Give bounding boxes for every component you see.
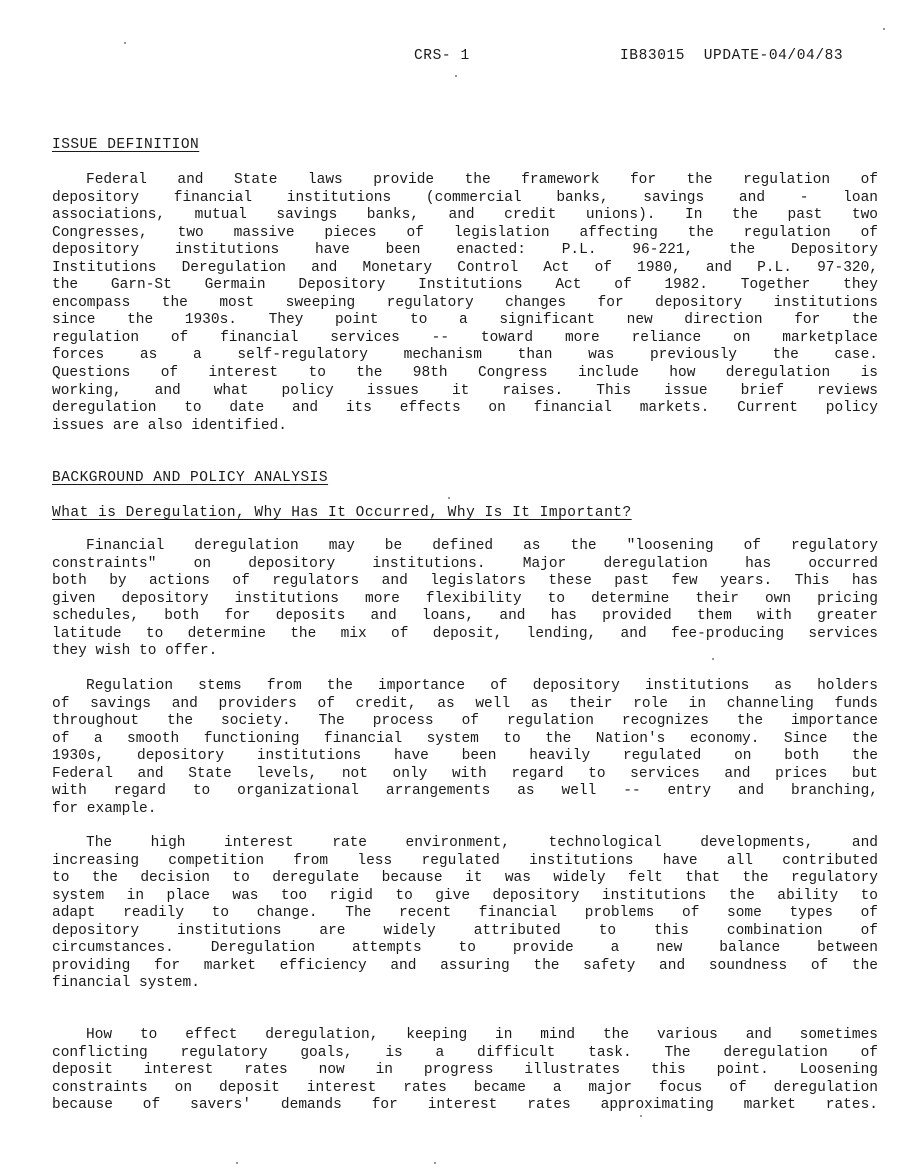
issue-brief-id-header: IB83015 UPDATE-04/04/83 — [620, 48, 844, 64]
text-line: working, and what policy issues it raises. This issue brief reviews — [52, 382, 878, 399]
background-paragraph-2 — [52, 678, 878, 818]
text-line: issues are also identified. — [52, 417, 287, 434]
background-paragraph-3 — [52, 835, 878, 993]
text-line: constraints" on depository institutions. Major deregulation has occurred — [52, 555, 878, 572]
deregulation-subheading: What is Deregulation, Why Has It Occurred, Why Is It Important? — [52, 505, 632, 521]
text-line: adapt readily to change. The recent financial problems of some types of — [52, 905, 878, 922]
text-line: forces as a self-regulatory mechanism than was previously the case. — [52, 347, 878, 364]
background-paragraph-4 — [52, 1027, 878, 1115]
text-line: Questions of interest to the 98th Congress include how deregulation is — [52, 365, 878, 382]
text-line: deposit interest rates now in progress illustrates this point. Loosening — [52, 1062, 878, 1079]
scan-speck — [640, 1115, 642, 1117]
text-line: because of savers' demands for interest rates approximating market rates. — [52, 1097, 878, 1114]
text-line: circumstances. Deregulation attempts to provide a new balance between — [52, 940, 878, 957]
scan-speck — [124, 42, 126, 44]
text-line: latitude to determine the mix of deposit, lending, and fee-producing services — [52, 625, 878, 642]
text-line: depository financial institutions (commercial banks, savings and - loan — [52, 189, 878, 206]
issue-definition-paragraph — [52, 172, 878, 435]
text-line: 1930s, depository institutions have been heavily regulated on both the — [52, 748, 878, 765]
text-line: the Garn-St Germain Depository Institutions Act of 1982. Together they — [52, 277, 878, 294]
text-line: The high interest rate environment, technological developments, and — [86, 835, 878, 851]
text-line: with regard to organizational arrangements as well -- entry and branching, — [52, 783, 878, 800]
text-line: of savings and providers of credit, as well as their role in channeling funds — [52, 695, 878, 712]
text-line: depository institutions are widely attributed to this combination of — [52, 922, 878, 939]
scan-speck — [448, 497, 450, 499]
page-number-header: CRS- 1 — [414, 48, 470, 64]
text-line: schedules, both for deposits and loans, and has provided them with greater — [52, 608, 878, 625]
text-line: How to effect deregulation, keeping in mind the various and sometimes — [86, 1027, 878, 1043]
text-line: financial system. — [52, 975, 200, 992]
background-paragraph-1 — [52, 538, 878, 661]
scan-speck — [883, 28, 885, 30]
text-line: Federal and State laws provide the framework for the regulation of — [86, 172, 878, 188]
text-line: deregulation to date and its effects on financial markets. Current policy — [52, 400, 878, 417]
scan-speck — [236, 1162, 238, 1164]
text-line: increasing competition from less regulated institutions have all contributed — [52, 852, 878, 869]
text-line: Financial deregulation may be defined as the "loosening of regulatory — [86, 538, 878, 554]
text-line: they wish to offer. — [52, 643, 218, 660]
text-line: to the decision to deregulate because it was widely felt that the regulatory — [52, 870, 878, 887]
background-heading: BACKGROUND AND POLICY ANALYSIS — [52, 470, 329, 486]
text-line: Institutions Deregulation and Monetary Control Act of 1980, and P.L. 97-320, — [52, 259, 878, 276]
text-line: for example. — [52, 800, 157, 817]
text-line: Federal and State levels, not only with regard to services and prices but — [52, 765, 878, 782]
scan-speck — [434, 1162, 436, 1164]
text-line: encompass the most sweeping regulatory changes for depository institutions — [52, 294, 878, 311]
text-line: throughout the society. The process of regulation recognizes the importance — [52, 713, 878, 730]
text-line: constraints on deposit interest rates became a major focus of deregulation — [52, 1079, 878, 1096]
text-line: regulation of financial services -- toward more reliance on marketplace — [52, 329, 878, 346]
text-line: conflicting regulatory goals, is a difficult task. The deregulation of — [52, 1044, 878, 1061]
text-line: associations, mutual savings banks, and credit unions). In the past two — [52, 207, 878, 224]
text-line: system in place was too rigid to give depository institutions the ability to — [52, 887, 878, 904]
text-line: of a smooth functioning financial system to the Nation's economy. Since the — [52, 730, 878, 747]
text-line: since the 1930s. They point to a significant new direction for the — [52, 312, 878, 329]
issue-definition-heading: ISSUE DEFINITION — [52, 137, 200, 153]
text-line: given depository institutions more flexibility to determine their own pricing — [52, 590, 878, 607]
text-line: depository institutions have been enacted: P.L. 96-221, the Depository — [52, 242, 878, 259]
text-line: providing for market efficiency and assuring the safety and soundness of the — [52, 957, 878, 974]
text-line: Regulation stems from the importance of depository institutions as holders — [86, 678, 878, 694]
scan-speck — [455, 75, 457, 77]
text-line: both by actions of regulators and legislators these past few years. This has — [52, 573, 878, 590]
scan-speck — [712, 658, 714, 660]
text-line: Congresses, two massive pieces of legislation affecting the regulation of — [52, 224, 878, 241]
